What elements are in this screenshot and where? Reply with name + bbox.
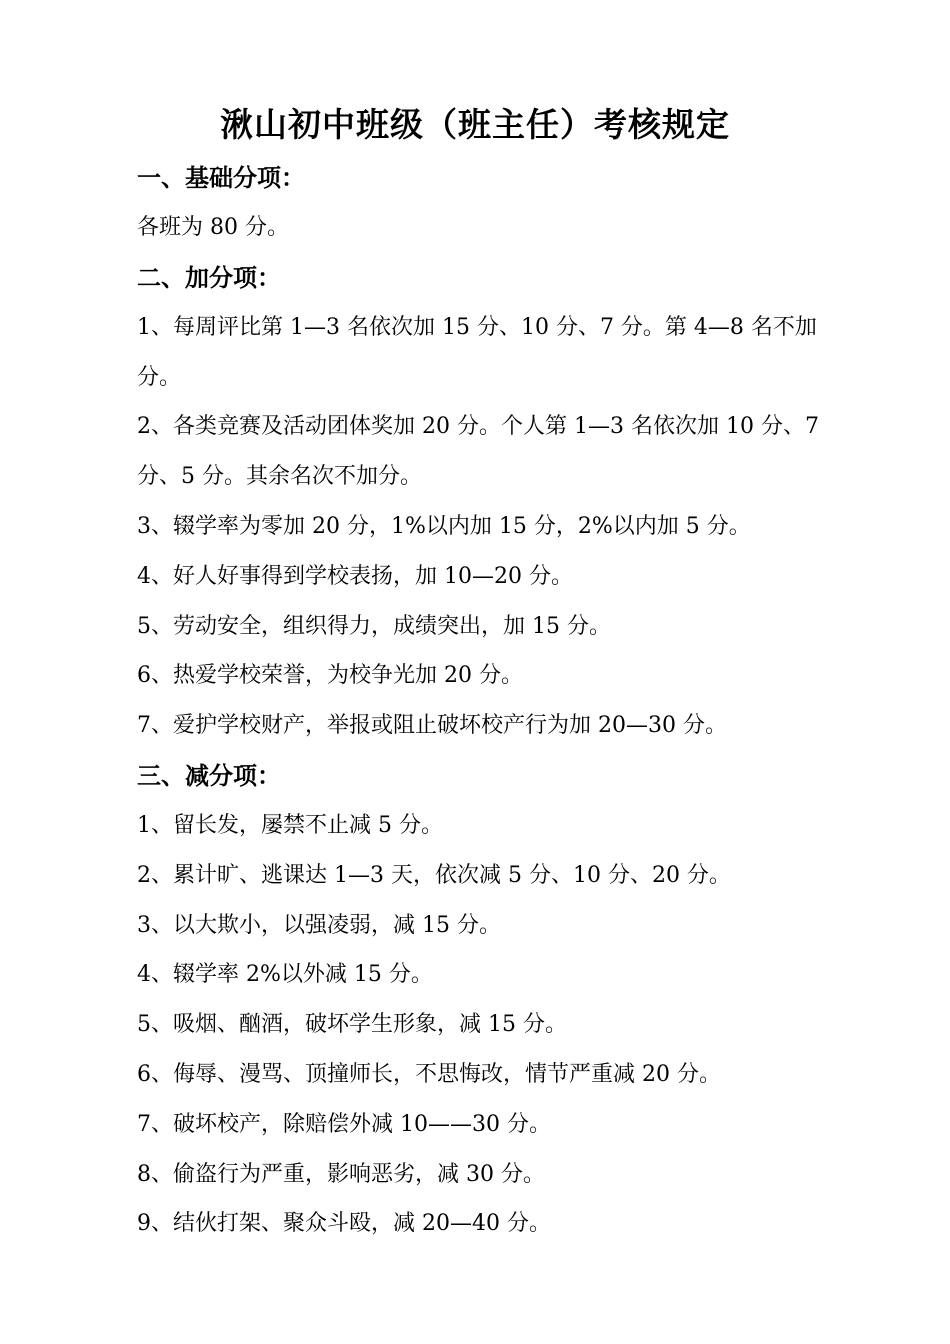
document-body <box>137 153 827 1249</box>
deduction-item-4: 4、辍学率 2%以外减 15 分。 <box>137 962 433 988</box>
document-title: 湫山初中班级（班主任）考核规定 <box>220 105 730 144</box>
bonus-item-4: 4、好人好事得到学校表扬，加 10—20 分。 <box>137 563 573 589</box>
deduction-item-6: 6、侮辱、漫骂、顶撞师长，不思悔改，情节严重减 20 分。 <box>137 1061 721 1087</box>
bonus-item-3: 3、辍学率为零加 20 分，1%以内加 15 分，2%以内加 5 分。 <box>137 513 751 539</box>
deduction-item-9: 9、结伙打架、聚众斗殴，减 20—40 分。 <box>137 1211 551 1237</box>
deduction-item-8: 8、偷盗行为严重，影响恶劣，减 30 分。 <box>137 1161 545 1187</box>
deduction-item-5: 5、吸烟、酗酒，破坏学生形象，减 15 分。 <box>137 1012 567 1038</box>
deduction-item-7: 7、破坏校产，除赔偿外减 10——30 分。 <box>137 1111 551 1137</box>
bonus-item-1: 1、每周评比第 1—3 名依次加 15 分、10 分、7 分。第 4—8 名不加分。 <box>137 314 817 390</box>
section-heading-deduction: 三、减分项： <box>137 760 281 790</box>
deduction-item-2: 2、累计旷、逃课达 1—3 天，依次减 5 分、10 分、20 分。 <box>137 862 731 888</box>
deduction-item-3: 3、以大欺小，以强凌弱，减 15 分。 <box>137 912 501 938</box>
bonus-item-6: 6、热爱学校荣誉，为校争光加 20 分。 <box>137 663 523 689</box>
bonus-item-2: 2、各类竞赛及活动团体奖加 20 分。个人第 1—3 名依次加 10 分、7 分、5 分。其余名次不加分。 <box>137 414 819 490</box>
deduction-item-1: 1、留长发，屡禁不止减 5 分。 <box>137 812 443 838</box>
bonus-item-7: 7、爱护学校财产，举报或阻止破坏校产行为加 20—30 分。 <box>137 713 727 739</box>
section-heading-base: 一、基础分项： <box>137 163 305 192</box>
section-heading-bonus: 二、加分项： <box>137 262 281 292</box>
base-score-text: 各班为 80 分。 <box>137 215 289 240</box>
bonus-item-5: 5、劳动安全，组织得力，成绩突出，加 15 分。 <box>137 613 611 639</box>
